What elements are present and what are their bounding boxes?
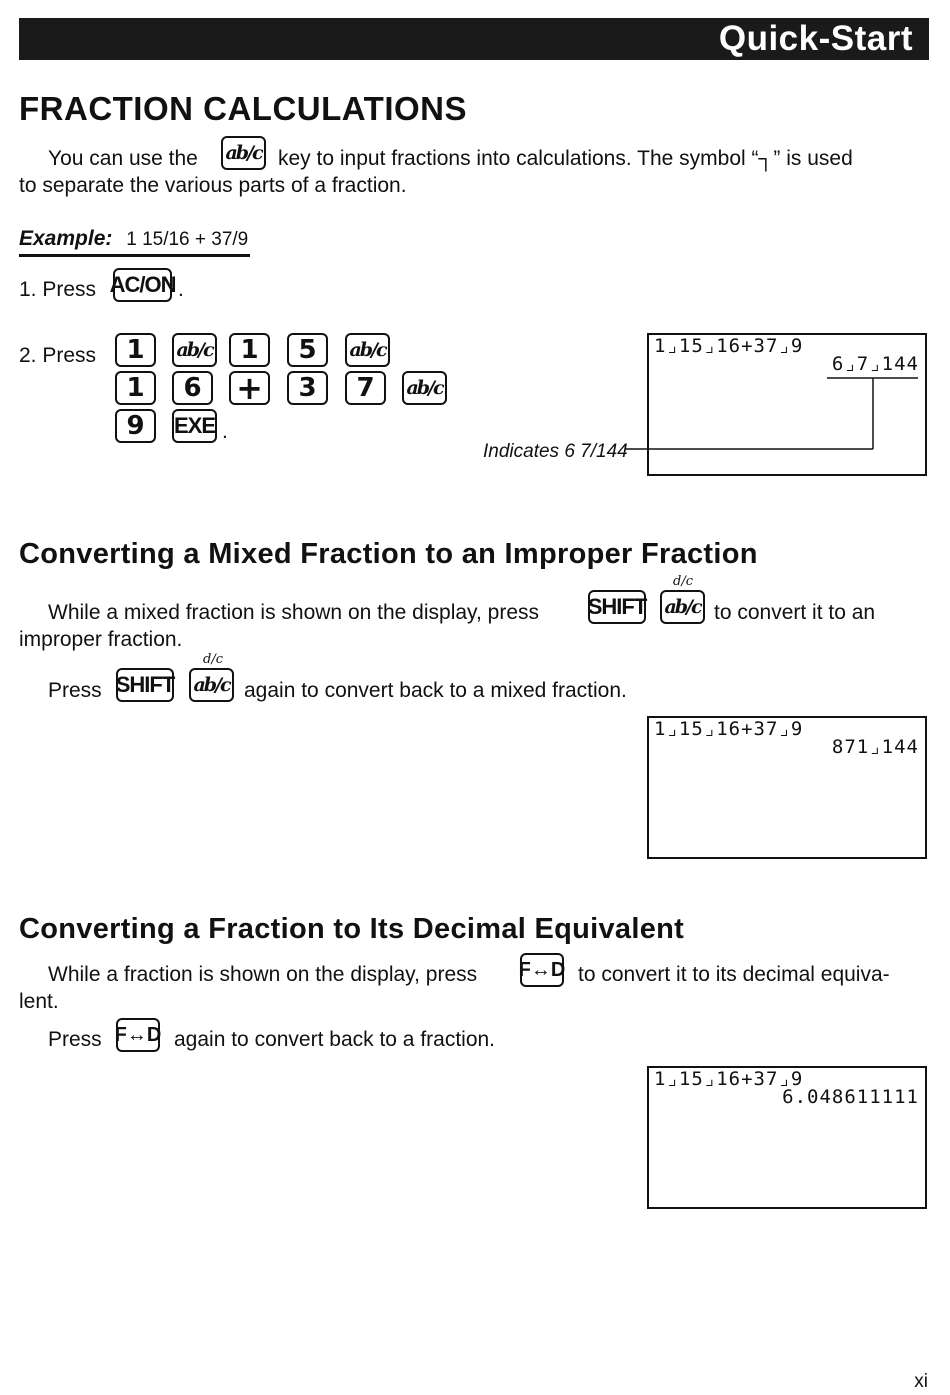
- key-plus: [229, 371, 270, 405]
- key-5-label: 5: [298, 335, 317, 365]
- section2-press-text: again to convert back to a mixed fraction.: [244, 679, 627, 702]
- indicates-label: Indicates 6 7/144: [483, 441, 628, 462]
- section3-text-part2: to convert it to its decimal equiva-: [578, 963, 890, 986]
- section2-text-part2: to convert it to an: [714, 601, 876, 624]
- calculator-display-3: [647, 1066, 927, 1209]
- display-input-line: 1⌟15⌟16+37⌟9: [654, 335, 804, 357]
- intro-text-part2: [278, 145, 853, 172]
- shift-key: [588, 590, 646, 624]
- section-title-mixed-to-improper: Converting a Mixed Fraction to an Improper Fraction: [19, 538, 758, 570]
- frac-key-label: ab/c: [225, 142, 262, 164]
- intro-text-part2-a: key to input fractions into calculations. The symbol “: [278, 147, 759, 170]
- frac-key: [221, 136, 266, 170]
- separator-symbol: ┐: [758, 147, 774, 170]
- shift-key-label: SHIFT: [587, 594, 647, 619]
- shift-key: [116, 668, 174, 702]
- intro-text-part1: You can use the: [48, 147, 198, 170]
- ac-on-key: [109, 268, 176, 302]
- key-3: [287, 371, 328, 405]
- section2-text-line2: improper fraction.: [19, 628, 183, 651]
- key-9: [115, 409, 156, 443]
- step2-period: .: [222, 420, 228, 443]
- section3-text-line2: lent.: [19, 990, 59, 1013]
- frac-key: [660, 590, 705, 624]
- display-result-line: 871⌟144: [831, 736, 919, 758]
- intro-text-part3: ” is used: [773, 147, 853, 170]
- key-1: [115, 333, 156, 367]
- exe-key: [172, 409, 217, 443]
- ac-on-key-label: AC/ON: [109, 272, 176, 297]
- display-result-line: 6.048611111: [782, 1086, 919, 1108]
- key-9-label: 9: [126, 411, 145, 441]
- dc-label: d/c: [673, 574, 693, 589]
- step2-label: 2. Press: [19, 344, 97, 367]
- intro-text-line2: to separate the various parts of a fraction.: [19, 174, 407, 197]
- page-number: xi: [914, 1371, 928, 1392]
- key-6: [172, 371, 213, 405]
- step1-period: .: [178, 278, 184, 301]
- key-5: [287, 333, 328, 367]
- header-title: Quick-Start: [718, 19, 913, 58]
- key-1: [115, 371, 156, 405]
- display-input-line: 1⌟15⌟16+37⌟9: [654, 1068, 804, 1090]
- key-1-label: 1: [126, 373, 145, 403]
- header-bar: [19, 18, 929, 60]
- frac-key-label: ab/c: [406, 377, 443, 399]
- key-3-label: 3: [298, 373, 317, 403]
- key-7: [345, 371, 386, 405]
- section-title-fraction-calculations: FRACTION CALCULATIONS: [19, 90, 468, 127]
- callout-line: [620, 375, 920, 455]
- fd-key-label: F↔D: [518, 958, 566, 981]
- key-1-label: 1: [126, 335, 145, 365]
- key-1: [229, 333, 270, 367]
- section3-text-part1: While a fraction is shown on the display, press: [48, 963, 478, 986]
- shift-key-label: SHIFT: [115, 672, 175, 697]
- display-result-line: 6⌟7⌟144: [831, 353, 919, 375]
- frac-key-label: ab/c: [664, 596, 701, 618]
- dc-label: d/c: [203, 652, 223, 667]
- section2-text-part1: While a mixed fraction is shown on the display, press: [48, 601, 539, 624]
- calculator-display-2: [647, 716, 927, 859]
- frac-key-label: ab/c: [193, 674, 230, 696]
- section3-press-text: again to convert back to a fraction.: [174, 1028, 496, 1051]
- example-label: Example:: [19, 227, 113, 250]
- frac-key-label: ab/c: [349, 339, 386, 361]
- frac-key: [172, 333, 217, 367]
- example-heading: [19, 225, 250, 257]
- frac-key-label: ab/c: [176, 339, 213, 361]
- section2-press-label: Press: [48, 679, 102, 702]
- frac-key: [189, 668, 234, 702]
- key-plus-label: +: [236, 369, 263, 407]
- key-7-label: 7: [356, 373, 375, 403]
- display-input-line: 1⌟15⌟16+37⌟9: [654, 718, 804, 740]
- section-title-fraction-to-decimal: Converting a Fraction to Its Decimal Equivalent: [19, 913, 685, 945]
- fd-key-label: F↔D: [114, 1023, 162, 1046]
- fd-key: [520, 953, 564, 987]
- fd-key: [116, 1018, 160, 1052]
- frac-key: [402, 371, 447, 405]
- step1-label: 1. Press: [19, 278, 97, 301]
- key-6-label: 6: [183, 373, 202, 403]
- frac-key: [345, 333, 390, 367]
- key-1-label: 1: [240, 335, 259, 365]
- section3-press-label: Press: [48, 1028, 102, 1051]
- example-expression: 1 15/16 + 37/9: [126, 229, 249, 250]
- exe-key-label: EXE: [173, 413, 216, 438]
